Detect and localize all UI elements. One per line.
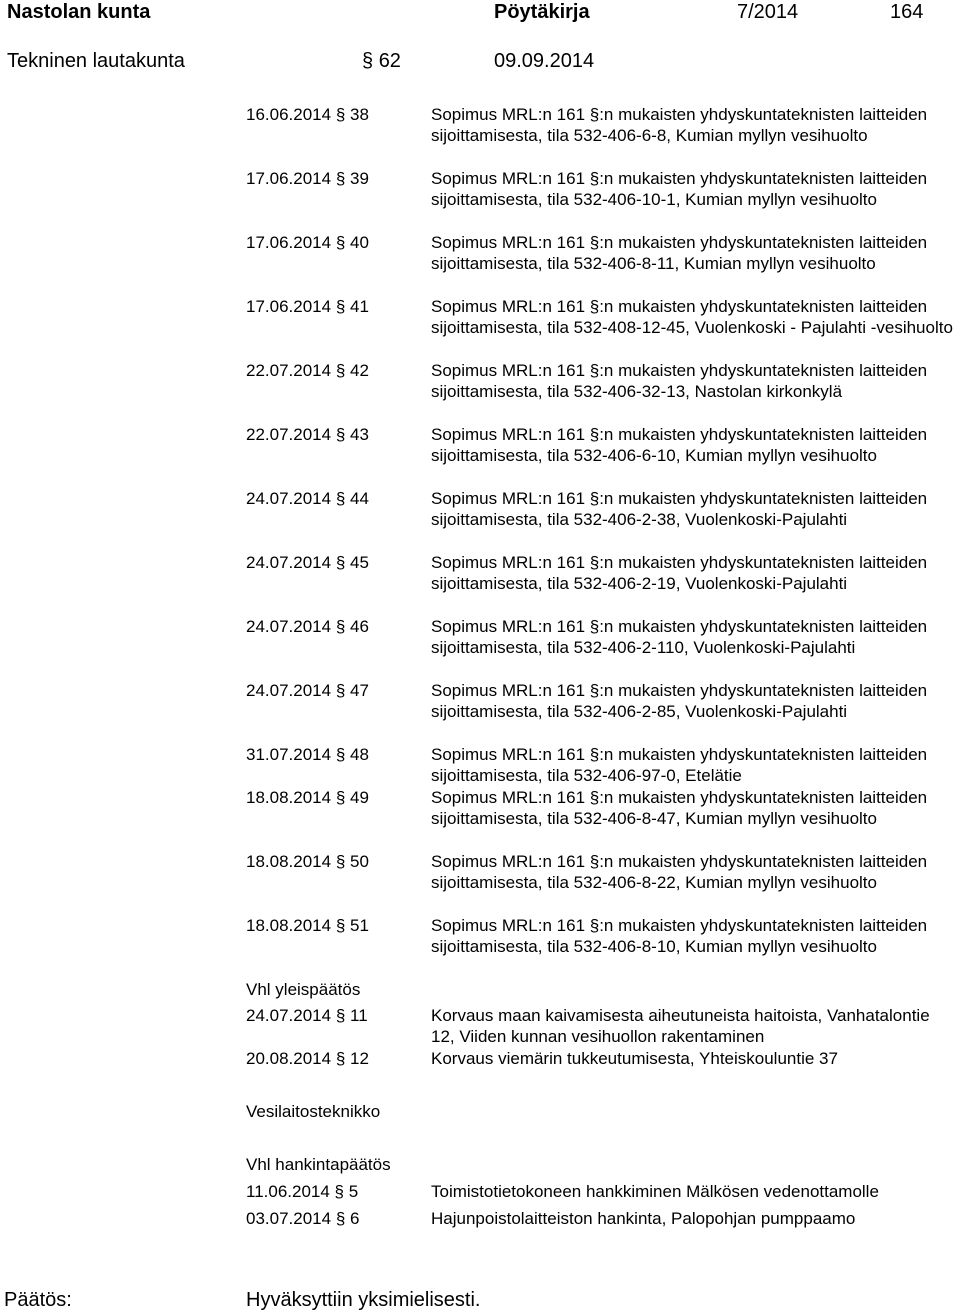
entry-number: 42: [350, 361, 369, 380]
entry-text: Sopimus MRL:n 161 §:n mukaisten yhdyskuntateknisten laitteiden sijoittamisesta, tila 532-408-12-45, Vuolenkoski - Pajulahti -vesihuolto: [431, 297, 953, 338]
entry-date: 16.06.2014: [246, 105, 332, 124]
entry-date: 18.08.2014: [246, 788, 332, 807]
entry-text: Sopimus MRL:n 161 §:n mukaisten yhdyskuntateknisten laitteiden sijoittamisesta, tila 532-406-8-22, Kumian myllyn vesihuolto: [431, 852, 928, 893]
entry-number: 6: [350, 1209, 360, 1228]
entry-number: 39: [350, 169, 369, 188]
entry-date: 17.06.2014: [246, 169, 332, 188]
entry-date: 17.06.2014: [246, 233, 332, 252]
section-heading-vhl-yleispaatos: Vhl yleispäätös: [246, 980, 361, 999]
entry-number: 40: [350, 233, 369, 252]
entry-text: Sopimus MRL:n 161 §:n mukaisten yhdyskuntateknisten laitteiden sijoittamisesta, tila 532-406-2-38, Vuolenkoski-Pajulahti: [431, 489, 928, 530]
entry-date: 24.07.2014: [246, 681, 332, 700]
entry-ref: 18.08.2014 § 51: [246, 916, 369, 935]
entry-number: 44: [350, 489, 369, 508]
entry-ref: 17.06.2014 § 40: [246, 233, 369, 252]
page-number: 164: [890, 1, 924, 23]
entry-number: 51: [350, 916, 369, 935]
entry-date: 18.08.2014: [246, 916, 332, 935]
decision-label: Päätös:: [4, 1289, 72, 1311]
entry-ref: 24.07.2014 § 44: [246, 489, 369, 508]
entry-date: 22.07.2014: [246, 425, 332, 444]
entry-text: Sopimus MRL:n 161 §:n mukaisten yhdyskuntateknisten laitteiden sijoittamisesta, tila 532-406-8-47, Kumian myllyn vesihuolto: [431, 788, 928, 829]
entry-ref: 31.07.2014 § 48: [246, 745, 369, 764]
entry-text: Sopimus MRL:n 161 §:n mukaisten yhdyskuntateknisten laitteiden sijoittamisesta, tila 532-406-97-0, Etelätie: [431, 745, 928, 786]
entry-date: 31.07.2014: [246, 745, 332, 764]
entry-date: 17.06.2014: [246, 297, 332, 316]
entry-ref: 18.08.2014 § 49: [246, 788, 369, 807]
entry-text: Sopimus MRL:n 161 §:n mukaisten yhdyskuntateknisten laitteiden sijoittamisesta, tila 532-406-2-85, Vuolenkoski-Pajulahti: [431, 681, 928, 722]
entry-date: 11.06.2014: [246, 1182, 330, 1201]
entry-number: 45: [350, 553, 369, 572]
entry-text: Sopimus MRL:n 161 §:n mukaisten yhdyskuntateknisten laitteiden sijoittamisesta, tila 532-406-8-11, Kumian myllyn vesihuolto: [431, 233, 928, 274]
entry-number: 41: [350, 297, 369, 316]
entry-text: Sopimus MRL:n 161 §:n mukaisten yhdyskuntateknisten laitteiden sijoittamisesta, tila 532-406-8-10, Kumian myllyn vesihuolto: [431, 916, 928, 957]
entry-text: Sopimus MRL:n 161 §:n mukaisten yhdyskuntateknisten laitteiden sijoittamisesta, tila 532-406-2-19, Vuolenkoski-Pajulahti: [431, 553, 928, 594]
entry-date: 18.08.2014: [246, 852, 332, 871]
entry-number: 5: [348, 1182, 359, 1201]
municipality-name: Nastolan kunta: [7, 1, 151, 23]
entry-text: Sopimus MRL:n 161 §:n mukaisten yhdyskuntateknisten laitteiden sijoittamisesta, tila 532-406-6-8, Kumian myllyn vesihuolto: [431, 105, 928, 146]
entry-ref: 18.08.2014 § 50: [246, 852, 369, 871]
meeting-date: 09.09.2014: [494, 50, 595, 72]
entry-ref: 16.06.2014 § 38: [246, 105, 369, 124]
entry-date: 22.07.2014: [246, 361, 332, 380]
entry-number: 12: [350, 1049, 369, 1068]
document-type: Pöytäkirja: [494, 1, 590, 23]
entry-ref: 17.06.2014 § 41: [246, 297, 369, 316]
entry-number: 46: [350, 617, 369, 636]
entry-text: Sopimus MRL:n 161 §:n mukaisten yhdyskuntateknisten laitteiden sijoittamisesta, tila 532-406-2-110, Vuolenkoski-Pajulahti: [431, 617, 928, 658]
entry-number: 38: [350, 105, 369, 124]
entry-number: 50: [350, 852, 369, 871]
document-number: 7/2014: [737, 1, 799, 23]
entry-ref: 17.06.2014 § 39: [246, 169, 369, 188]
entry-text: Sopimus MRL:n 161 §:n mukaisten yhdyskuntateknisten laitteiden sijoittamisesta, tila 532-406-32-13, Nastolan kirkonkylä: [431, 361, 928, 402]
entry-ref: 24.07.2014 § 11: [246, 1006, 368, 1025]
entry-ref: 03.07.2014 § 6: [246, 1209, 360, 1228]
entry-text: Korvaus maan kaivamisesta aiheutuneista haitoista, Vanhatalontie 12, Viiden kunnan vesihuollon rakentaminen: [431, 1006, 930, 1047]
entry-number: 47: [350, 681, 369, 700]
entry-ref: 24.07.2014 § 45: [246, 553, 369, 572]
entry-number: 43: [350, 425, 369, 444]
entry-number: 11: [350, 1006, 368, 1025]
entry-ref: 24.07.2014 § 46: [246, 617, 369, 636]
section-number: § 62: [362, 50, 401, 72]
committee-name: Tekninen lautakunta: [7, 50, 185, 72]
entry-date: 20.08.2014: [246, 1049, 332, 1068]
entry-number: 49: [350, 788, 369, 807]
entry-text: Sopimus MRL:n 161 §:n mukaisten yhdyskuntateknisten laitteiden sijoittamisesta, tila 532-406-6-10, Kumian myllyn vesihuolto: [431, 425, 928, 466]
entry-date: 24.07.2014: [246, 1006, 332, 1025]
entry-ref: 11.06.2014 § 5: [246, 1182, 359, 1201]
entry-text: Sopimus MRL:n 161 §:n mukaisten yhdyskuntateknisten laitteiden sijoittamisesta, tila 532-406-10-1, Kumian myllyn vesihuolto: [431, 169, 928, 210]
entry-text: Toimistotietokoneen hankkiminen Mälkösen vedenottamolle: [431, 1182, 879, 1201]
entry-ref: 22.07.2014 § 43: [246, 425, 369, 444]
section-heading-vhl-hankintapaatos: Vhl hankintapäätös: [246, 1155, 391, 1174]
section-heading-vesilaitosteknikko: Vesilaitosteknikko: [246, 1102, 381, 1121]
entry-date: 03.07.2014: [246, 1209, 332, 1228]
entry-number: 48: [350, 745, 369, 764]
entry-ref: 22.07.2014 § 42: [246, 361, 369, 380]
entry-date: 24.07.2014: [246, 553, 332, 572]
entry-ref: 20.08.2014 § 12: [246, 1049, 369, 1068]
section-value: 62: [378, 50, 401, 72]
decision-text: Hyväksyttiin yksimielisesti.: [246, 1289, 481, 1311]
entry-date: 24.07.2014: [246, 617, 332, 636]
entry-text: Korvaus viemärin tukkeutumisesta, Yhteiskouluntie 37: [431, 1049, 838, 1068]
entry-date: 24.07.2014: [246, 489, 332, 508]
entry-text: Hajunpoistolaitteiston hankinta, Palopohjan pumppaamo: [431, 1209, 856, 1228]
entry-ref: 24.07.2014 § 47: [246, 681, 369, 700]
